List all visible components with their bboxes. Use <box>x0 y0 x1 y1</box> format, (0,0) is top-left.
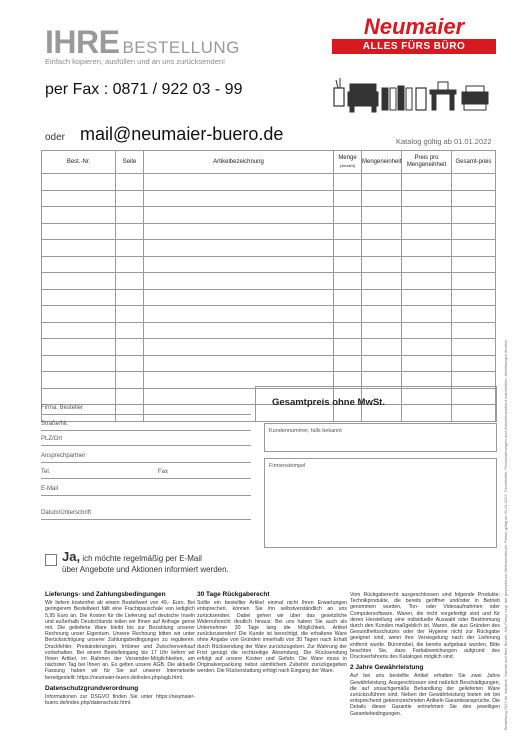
table-cell[interactable] <box>362 240 402 257</box>
col-best-nr: Best.-Nr. <box>42 151 116 174</box>
table-cell[interactable] <box>144 256 334 273</box>
table-row <box>42 223 496 240</box>
fax-label: Fax <box>158 469 169 475</box>
col-menge-label: Menge <box>338 154 357 161</box>
col-gesamt: Gesamt-preis <box>452 151 496 174</box>
table-row <box>42 289 496 306</box>
table-cell[interactable] <box>334 256 362 273</box>
firma-label: Firma, Besteller <box>41 405 84 411</box>
table-cell[interactable] <box>42 256 116 273</box>
table-cell[interactable] <box>116 240 144 257</box>
email-address[interactable]: mail@neumaier-buero.de <box>80 124 284 144</box>
table-cell[interactable] <box>362 273 402 290</box>
table-cell[interactable] <box>42 306 116 323</box>
table-row <box>42 240 496 257</box>
table-cell[interactable] <box>362 256 402 273</box>
dsgvo-text: Informationen zur DSGVO finden Sie unter https://neumaier-buero.de/index.php/datenschutz.html. <box>45 694 195 707</box>
table-row <box>42 256 496 273</box>
table-cell[interactable] <box>144 223 334 240</box>
gewaehrleistung-text: Auf bei uns bestellte Artikel erhalten Sie zwei Jahre Gewährleistung. Ausgeschlossen sind natürlich Beschädigungen, die auf unsachgemäße Behandlung der gelieferten Ware zurückzuführen sind. Neben der Gewährleistung bieten wir bei entsprechend gekennzeichneten Artikeln Garantieansprüche. Die Details dieser Garantie entnehmen Sie den jeweiligen Garantiebedingungen. <box>350 673 500 717</box>
table-cell[interactable] <box>116 355 144 372</box>
logo-tagline: ALLES FÜRS BÜRO <box>332 39 496 54</box>
table-cell[interactable] <box>452 289 496 306</box>
table-cell[interactable] <box>334 339 362 356</box>
table-cell[interactable] <box>362 223 402 240</box>
rueckgabe-text: Sollte ein bestellter Artikel einmal nicht Ihren Erwartungen entsprechen, können Sie ihn selbstverständlich an uns zurücksenden. Dabei gehen wir über das gesetzliche Widerrufsrecht deutlich hinaus: Bei uns haben Sie auch als Unternehmer 30 Tage lang die Möglichkeit, Artikel zurückzusenden! Die Kunde ist berechtigt, die erhaltene Ware ohne Angabe von Gründen innerhalb von 30 Tagen nach Erhalt durch Rücksendung der Ware zurückzugeben. Zur Wahrung der Frist genügt die rechtzeitige Absendung. Die Rücksendung erfolgt auf unsere Kosten und Gefahr. Die Ware muss in Originalverpackung nebst sämtlichem Zubehör zurückgegeben werden. Die Rückerstattung erfolgt nach Eingang der Ware. <box>197 600 347 675</box>
table-cell[interactable] <box>116 388 144 405</box>
lieferung-heading: Lieferungs- und Zahlungsbedingungen <box>45 591 166 598</box>
table-cell[interactable] <box>42 355 116 372</box>
terms-column-3 <box>350 592 500 717</box>
table-cell[interactable] <box>402 273 452 290</box>
table-cell[interactable] <box>334 322 362 339</box>
table-row <box>42 322 496 339</box>
table-cell[interactable] <box>452 223 496 240</box>
col-mengeneinheit: Mengeneinheit <box>362 151 402 174</box>
datum-field[interactable] <box>41 510 251 520</box>
table-cell[interactable] <box>42 190 116 207</box>
table-row <box>42 273 496 290</box>
table-cell[interactable] <box>402 223 452 240</box>
table-cell[interactable] <box>116 306 144 323</box>
table-cell[interactable] <box>42 273 116 290</box>
table-cell[interactable] <box>144 306 334 323</box>
table-cell[interactable] <box>144 190 334 207</box>
table-cell[interactable] <box>116 339 144 356</box>
table-cell[interactable] <box>362 339 402 356</box>
table-cell[interactable] <box>452 339 496 356</box>
neumaier-logo <box>332 14 496 57</box>
table-cell[interactable] <box>402 256 452 273</box>
table-cell[interactable] <box>452 256 496 273</box>
table-cell[interactable] <box>144 174 334 191</box>
table-row <box>42 207 496 224</box>
table-cell[interactable] <box>362 190 402 207</box>
table-cell[interactable] <box>452 322 496 339</box>
table-cell[interactable] <box>334 240 362 257</box>
table-cell[interactable] <box>402 190 452 207</box>
datum-label: Datum/Unterschrift <box>41 510 92 516</box>
table-cell[interactable] <box>362 174 402 191</box>
table-cell[interactable] <box>452 355 496 372</box>
table-cell[interactable] <box>452 190 496 207</box>
table-cell[interactable] <box>334 289 362 306</box>
table-row <box>42 190 496 207</box>
gewaehrleistung-heading: 2 Jahre Gewährleistung <box>350 664 424 672</box>
firmenstempel-label: Firmenstempel <box>269 463 306 469</box>
table-cell[interactable] <box>452 207 496 224</box>
table-cell[interactable] <box>116 223 144 240</box>
table-cell[interactable] <box>402 339 452 356</box>
optin-ja: Ja, <box>62 549 81 564</box>
table-row <box>42 174 496 191</box>
table-cell[interactable] <box>144 322 334 339</box>
table-cell[interactable] <box>402 289 452 306</box>
table-cell[interactable] <box>362 355 402 372</box>
table-cell[interactable] <box>402 174 452 191</box>
optin-text <box>62 551 229 575</box>
form-subtitle: Einfach kopieren, ausfüllen und an uns zurücksenden! <box>45 57 226 66</box>
table-cell[interactable] <box>42 207 116 224</box>
oder-label: oder <box>45 132 66 143</box>
firma-field[interactable] <box>41 405 251 415</box>
kundennummer-label: Kundennummer, falls bekannt <box>269 428 342 434</box>
table-cell[interactable] <box>362 207 402 224</box>
table-cell[interactable] <box>116 256 144 273</box>
table-cell[interactable] <box>144 207 334 224</box>
table-cell[interactable] <box>42 223 116 240</box>
order-rows <box>42 174 496 422</box>
rueckgabe-heading: 30 Tage Rückgaberecht <box>197 591 270 598</box>
tel-label: Tel. <box>41 469 51 475</box>
table-cell[interactable] <box>116 322 144 339</box>
ausschluss-text: Vom Rückgaberecht ausgeschlossen sind folgende Produkte: Technikprodukte, die bereits geöffnet und/oder in Betrieb genommen wurden, Ton- oder Videoaufnahmen oder Computersoftware. Waren, die nicht vorgefertigt sind und für deren Herstellung eine individuelle Auswahl oder Bestimmung durch den Kunden maßgeblich ist. Waren, die aus Gründen des Gesundheitsschutzes oder der Hygiene nicht zur Rückgabe geeignet sind, wenn ihre Versiegelung nach der Lieferung entfernt wurde. Büromöbel, die bereits aufgebaut wurden. Bitte beachten Sie, dass Farbabweichungen aufgrund des Druckverfahrens des Kataloges möglich sind. <box>350 592 500 661</box>
col-artikel: Artikelbezeichnung <box>144 151 334 174</box>
strasse-label: Straße/Nr. <box>41 421 69 427</box>
tel-fax-field[interactable] <box>41 469 251 479</box>
terms-column-1 <box>45 592 195 706</box>
table-cell[interactable] <box>334 190 362 207</box>
table-cell[interactable] <box>116 372 144 389</box>
col-menge <box>334 151 362 174</box>
firmenstempel-box[interactable] <box>264 458 497 548</box>
table-cell[interactable] <box>42 339 116 356</box>
optin-line1: ich möchte regelmäßig per E-Mail <box>82 554 202 563</box>
table-cell[interactable] <box>116 289 144 306</box>
optin-line2: über Angebote und Aktionen informiert werden. <box>62 565 229 574</box>
col-menge-note: (Anzahl) <box>340 162 355 168</box>
table-cell[interactable] <box>42 289 116 306</box>
table-cell[interactable] <box>452 306 496 323</box>
table-cell[interactable] <box>334 174 362 191</box>
table-cell[interactable] <box>334 306 362 323</box>
plz-field[interactable] <box>41 436 251 446</box>
table-cell[interactable] <box>334 223 362 240</box>
table-cell[interactable] <box>144 240 334 257</box>
order-table <box>41 150 496 422</box>
email-label: E-Mail <box>41 486 59 492</box>
table-cell[interactable] <box>362 322 402 339</box>
table-cell[interactable] <box>42 372 116 389</box>
kundennummer-box[interactable] <box>264 423 497 452</box>
col-seite: Seite <box>116 151 144 174</box>
table-cell[interactable] <box>144 289 334 306</box>
optin-checkbox[interactable] <box>45 554 57 566</box>
table-cell[interactable] <box>116 273 144 290</box>
table-cell[interactable] <box>452 240 496 257</box>
table-cell[interactable] <box>116 190 144 207</box>
terms-column-2 <box>197 592 347 675</box>
table-cell[interactable] <box>452 273 496 290</box>
table-row <box>42 339 496 356</box>
gesamtpreis-box[interactable] <box>255 386 497 422</box>
gesamtpreis-label: Gesamtpreis ohne MwSt. <box>272 397 385 408</box>
table-cell[interactable] <box>144 273 334 290</box>
table-row <box>42 355 496 372</box>
table-cell[interactable] <box>144 355 334 372</box>
email-field[interactable] <box>41 486 251 496</box>
table-cell[interactable] <box>42 174 116 191</box>
col-preis: Preis pro Mengeneinheit <box>402 151 452 174</box>
table-cell[interactable] <box>144 339 334 356</box>
table-cell[interactable] <box>42 388 116 405</box>
side-legal-note: Bestellung 2022 für Industrie, Handel und freie Berufe. Alle Preise zzgl. der gesetzlichen Mehrwertsteuer. Preise gültig ab 01.01.2022. Druckfehler, Preisänderungen und Zwischenverkauf vorbehalten. Abbildungen ähnlich. <box>503 339 508 730</box>
fax-number: per Fax : 0871 / 922 03 - 99 <box>45 81 243 98</box>
table-cell[interactable] <box>402 207 452 224</box>
plz-label: PLZ/Ort <box>41 436 63 442</box>
table-cell[interactable] <box>334 273 362 290</box>
ansprech-field[interactable] <box>41 453 251 463</box>
ansprech-label: Ansprechpartner <box>41 453 86 459</box>
table-cell[interactable] <box>452 174 496 191</box>
title-small: BESTELLUNG <box>122 38 240 57</box>
strasse-field[interactable] <box>41 421 251 431</box>
lieferung-text: Wir liefern kostenfrei ab einem Bestellwert von 49,- Euro. Bei geringerem Bestellwert fällt eine Frachtpauschale von lediglich 5,95 Euro an. Die Kosten für die Lieferung auf deutsche Inseln und außerhalb Deutschlands teilen wir Ihnen auf Anfrage gerne mit. Die gelieferte Ware bleibt bis zur Bezahlung unserer Rechnung unser Eigentum. Unsere Rechnung bitten wir unter Berücksichtigung unserer Zahlungsbedingungen zu regulieren. Druckfehler, Preisänderungen, Irrtümer und Zwischenverkauf vorbehalten. Bei einem Bestelleingang bis 17 Uhr liefern wir Ihnen Artikel, im Rahmen der Versender-Möglichkeiten, am nächsten Tag bei Ihnen an. Es gelten unsere AGB. Die aktuelle Fassung haben wir für Sie auf unserer Internetseite bereitgestellt: https://neumaier-buero.de/index.php/agb.html. <box>45 600 195 681</box>
table-cell[interactable] <box>402 322 452 339</box>
catalog-validity: Katalog gültig ab 01.01.2022 <box>396 137 492 146</box>
office-products-illustration <box>332 74 492 114</box>
title-big: IHRE <box>45 24 120 60</box>
dsgvo-heading: Datenschutzgrundverordnung <box>45 684 139 692</box>
table-row <box>42 306 496 323</box>
table-cell[interactable] <box>42 322 116 339</box>
table-cell[interactable] <box>334 207 362 224</box>
order-table-header <box>42 151 496 174</box>
table-cell[interactable] <box>402 306 452 323</box>
table-cell[interactable] <box>334 355 362 372</box>
table-cell[interactable] <box>116 174 144 191</box>
form-title <box>45 24 240 61</box>
table-cell[interactable] <box>42 240 116 257</box>
logo-brand: Neumaier <box>363 14 465 39</box>
table-cell[interactable] <box>402 240 452 257</box>
table-cell[interactable] <box>362 306 402 323</box>
table-cell[interactable] <box>116 207 144 224</box>
table-cell[interactable] <box>402 355 452 372</box>
table-cell[interactable] <box>362 289 402 306</box>
